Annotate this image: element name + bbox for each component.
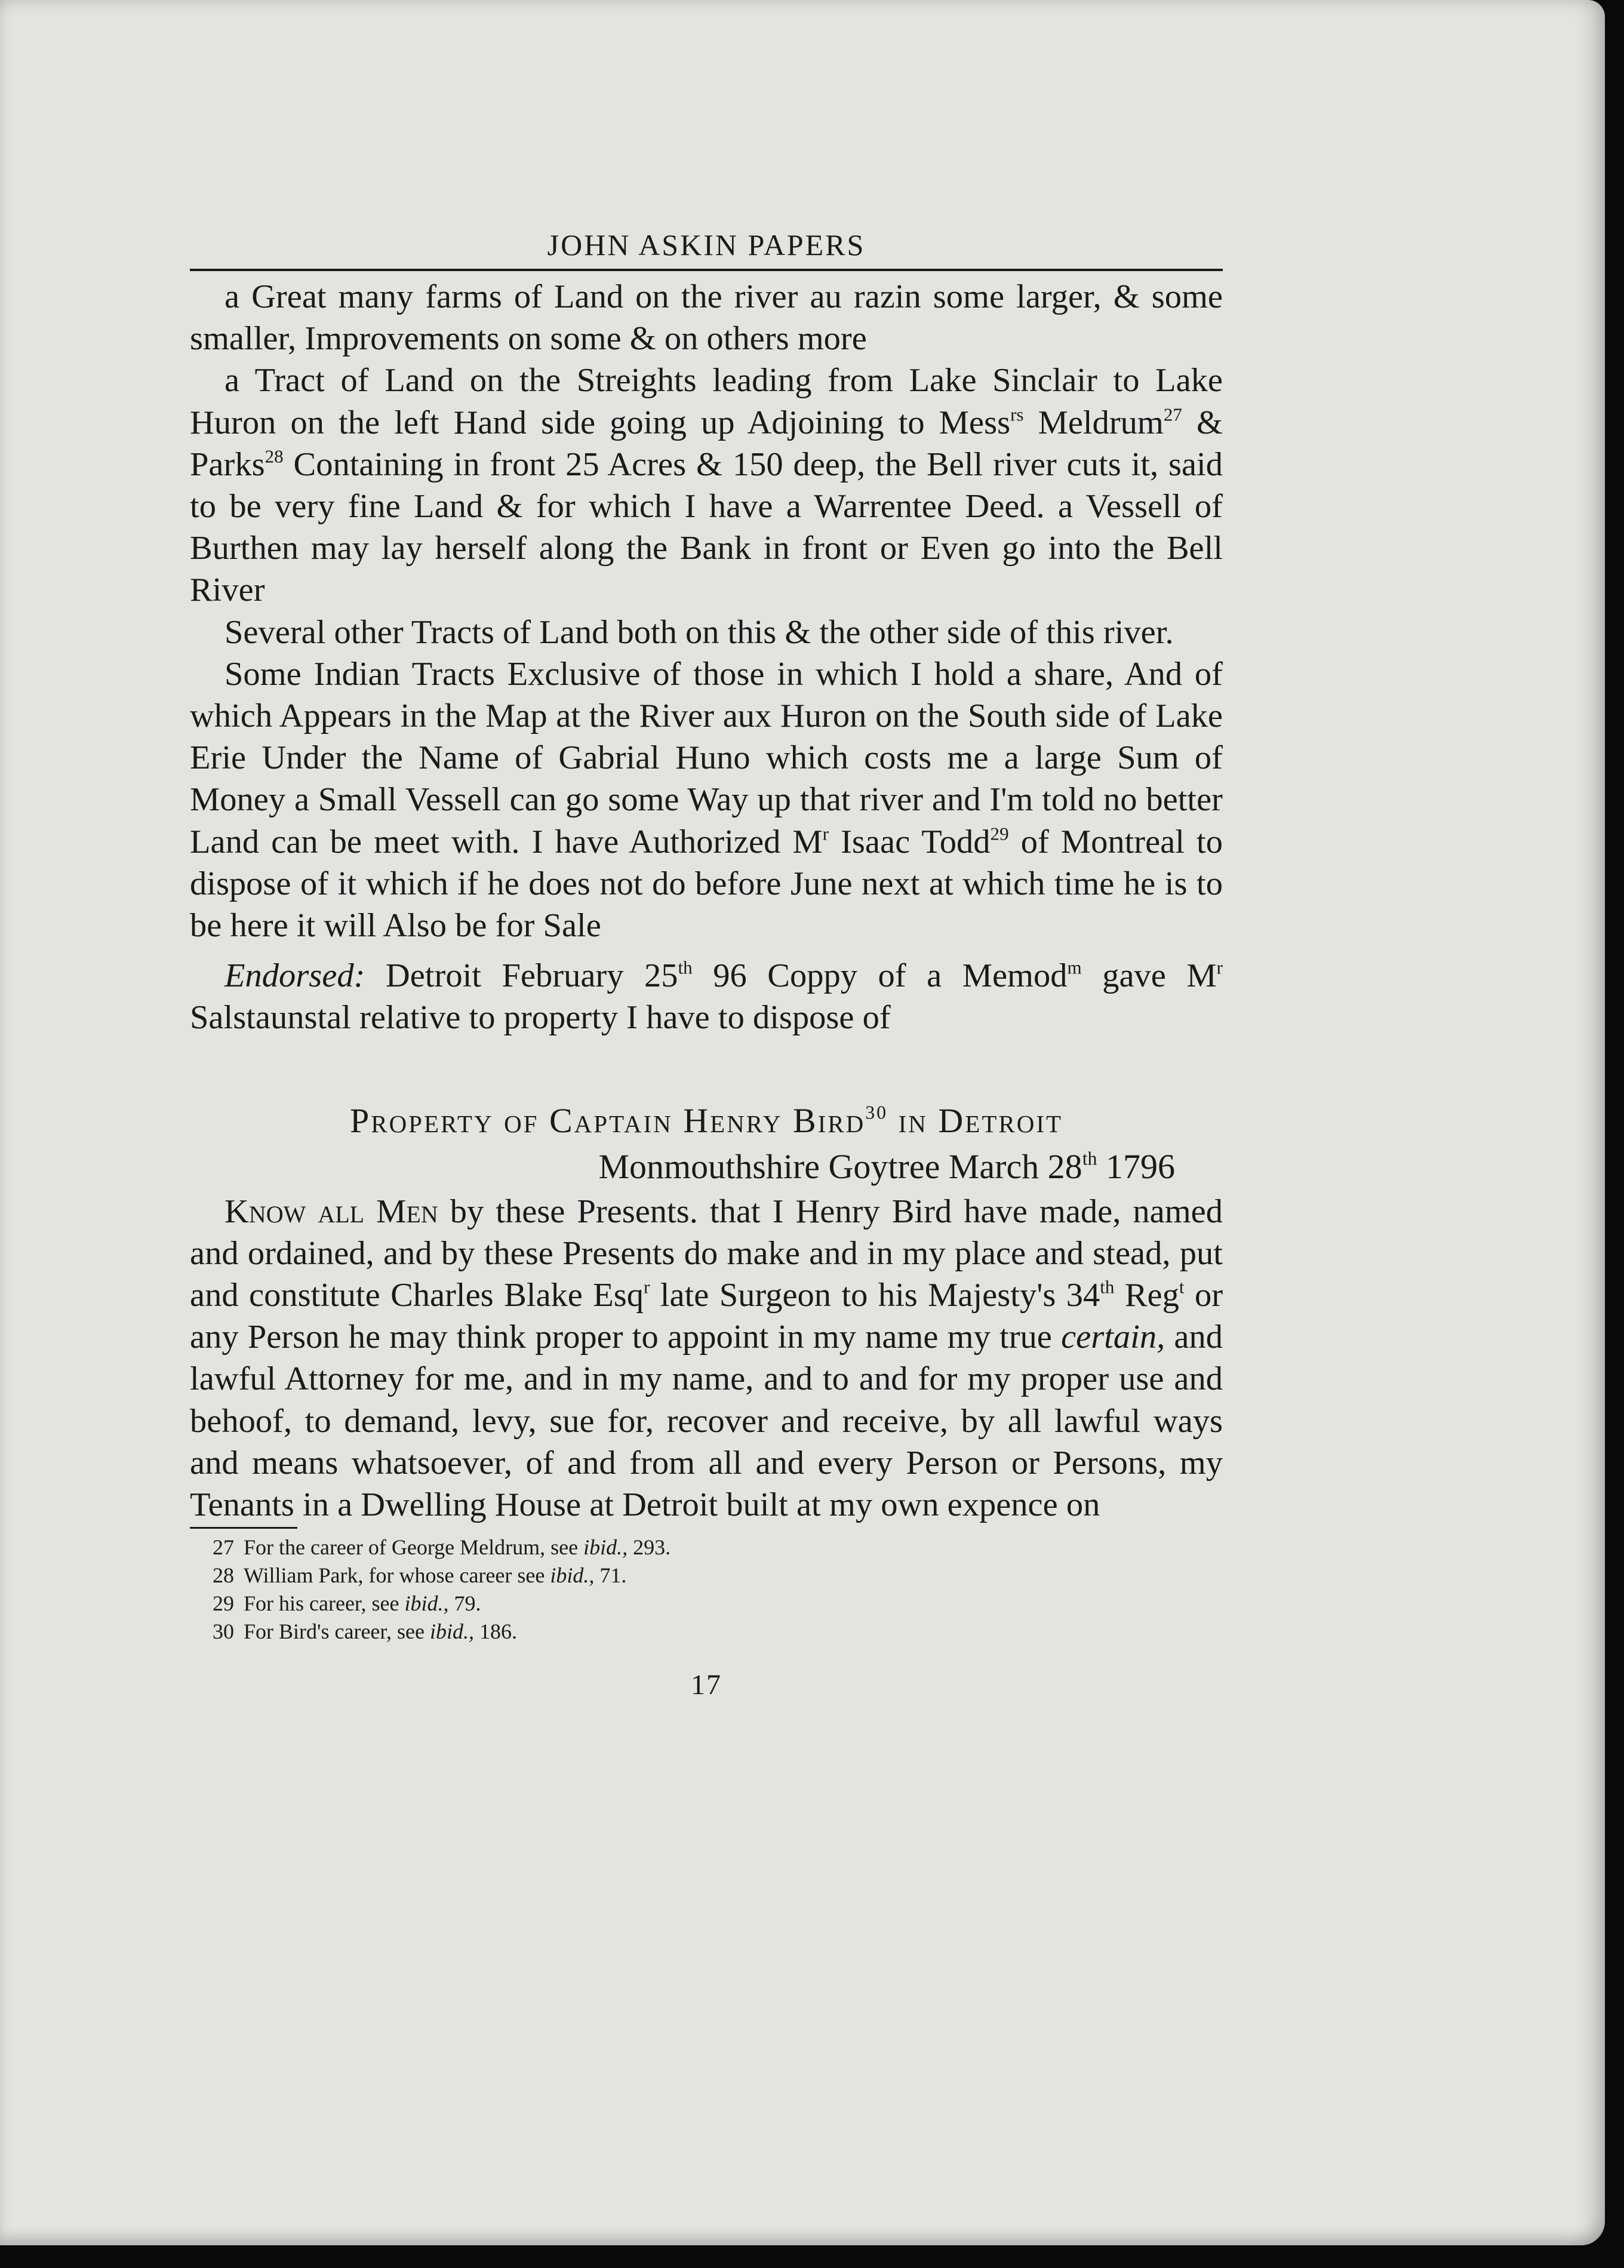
dateline	[190, 1143, 1223, 1191]
footnote-27	[213, 1533, 1223, 1562]
footnote-text: 79.	[448, 1591, 481, 1616]
footnote-ref-27: 27	[1163, 403, 1182, 425]
text-run: 96 Coppy of a Memod	[692, 957, 1068, 995]
italic-word: certain,	[1061, 1319, 1165, 1356]
text-run: 1796	[1097, 1147, 1175, 1186]
superscript: rs	[1010, 403, 1024, 425]
text-run: of Montreal to dispose of it which if he does not do before June next at which time he is to be here it will Also be for Sale	[190, 823, 1223, 945]
text-run: Monmouthshire Goytree March 28	[598, 1147, 1082, 1186]
footnote-ibid: ibid.,	[429, 1619, 474, 1644]
text-run: Meldrum	[1023, 404, 1164, 441]
text-run: Some Indian Tracts Exclusive of those in which I hold a share, And of which Appears in the Map at the River aux Huron on the South side of Lake Erie Under the Name of Gabrial Huno which costs me a large Sum of Money a Small Vessell can go some Way up that river and I'm told no better Land can be meet with. I have Authorized M	[190, 655, 1223, 861]
footnote-text: 71.	[594, 1563, 627, 1588]
text-run: or any Person he may think proper to appoint in my name my true	[190, 1277, 1223, 1356]
text-run: Reg	[1114, 1277, 1179, 1314]
text-run: late Surgeon to his Majesty's 34	[650, 1277, 1100, 1314]
body-text	[190, 276, 1223, 1039]
footnote-number: 30	[213, 1619, 234, 1644]
header-rule	[190, 269, 1223, 271]
text-run: & Parks	[190, 404, 1223, 483]
footnote-29	[213, 1590, 1223, 1618]
page-content	[190, 222, 1223, 1701]
superscript: th	[1082, 1148, 1097, 1169]
footnote-ref-28: 28	[264, 445, 284, 467]
footnote-number: 27	[213, 1535, 234, 1560]
superscript: r	[1216, 957, 1223, 978]
footnote-text: William Park, for whose career see	[244, 1563, 550, 1588]
footnote-text: 293.	[628, 1535, 671, 1560]
superscript: r	[644, 1276, 650, 1298]
running-head: JOHN ASKIN PAPERS	[547, 228, 866, 262]
paragraph-endorsed	[190, 955, 1223, 1038]
superscript: m	[1067, 957, 1082, 978]
paragraph-tract	[190, 359, 1223, 611]
endorsed-label: Endorsed:	[224, 957, 365, 995]
footnote-ibid: ibid.,	[404, 1591, 449, 1616]
paragraph-farms: a Great many farms of Land on the river au razin some larger, & some smaller, Improvements on some & on others more	[190, 278, 1223, 358]
paragraph-deed	[190, 1191, 1223, 1526]
heading-text: in Detroit	[888, 1101, 1063, 1140]
footnote-number: 28	[213, 1563, 234, 1588]
superscript: t	[1179, 1276, 1185, 1298]
superscript: th	[1100, 1276, 1115, 1298]
footnote-30	[213, 1618, 1223, 1646]
page-number: 17	[691, 1669, 722, 1701]
footnotes	[190, 1533, 1223, 1646]
text-run: Isaac Todd	[829, 823, 991, 861]
deed-text	[190, 1191, 1223, 1526]
deed-lead: Know all Men	[224, 1193, 438, 1230]
footnote-ref-29: 29	[990, 822, 1009, 844]
text-run: a Tract of Land on the Streights leading from Lake Sinclair to Lake Huron on the left Hand side going up Adjoining to Mess	[190, 362, 1223, 441]
footnote-text: For the career of George Meldrum, see	[244, 1535, 584, 1560]
section-heading	[190, 1099, 1223, 1143]
footnote-number: 29	[213, 1591, 234, 1616]
text-run: Salstaunstal relative to property I have to dispose of	[190, 999, 891, 1037]
superscript: th	[678, 957, 693, 978]
footnote-rule	[190, 1527, 297, 1529]
superscript: r	[822, 822, 829, 844]
heading-text: Property of Captain Henry Bird	[349, 1101, 866, 1140]
footnote-text: For Bird's career, see	[244, 1619, 430, 1644]
footnote-ibid: ibid.,	[550, 1563, 595, 1588]
footnote-28	[213, 1562, 1223, 1590]
text-run: Containing in front 25 Acres & 150 deep, the Bell river cuts it, said to be very fine Land & for which I have a Warrentee Deed. a Vessell of Burthen may lay herself along the Bank in front or Even go into the Bell River	[190, 445, 1223, 609]
footnote-text: For his career, see	[244, 1591, 405, 1616]
text-run: Detroit February 25	[365, 957, 678, 995]
footnote-ibid: ibid.,	[583, 1535, 628, 1560]
text-run: by these Presents. that I Henry Bird have made, named and ordained, and by these Presents do make and in my place and stead, put and constitute Charles Blake Esq	[190, 1193, 1223, 1314]
paragraph-indian-tracts	[190, 653, 1223, 946]
text-run: gave M	[1081, 957, 1217, 995]
footnote-text: 186.	[473, 1619, 517, 1644]
paragraph-other-tracts: Several other Tracts of Land both on this & the other side of this river.	[224, 613, 1174, 651]
text-run: and lawful Attorney for me, and in my name, and to and for my proper use and behoof, to demand, levy, sue for, recover and receive, by all lawful ways and means whatsoever, of and from all and every Person or Persons, my Tenants in a Dwelling House at Detroit built at my own expence on	[190, 1319, 1223, 1524]
footnote-ref-30: 30	[865, 1102, 888, 1123]
